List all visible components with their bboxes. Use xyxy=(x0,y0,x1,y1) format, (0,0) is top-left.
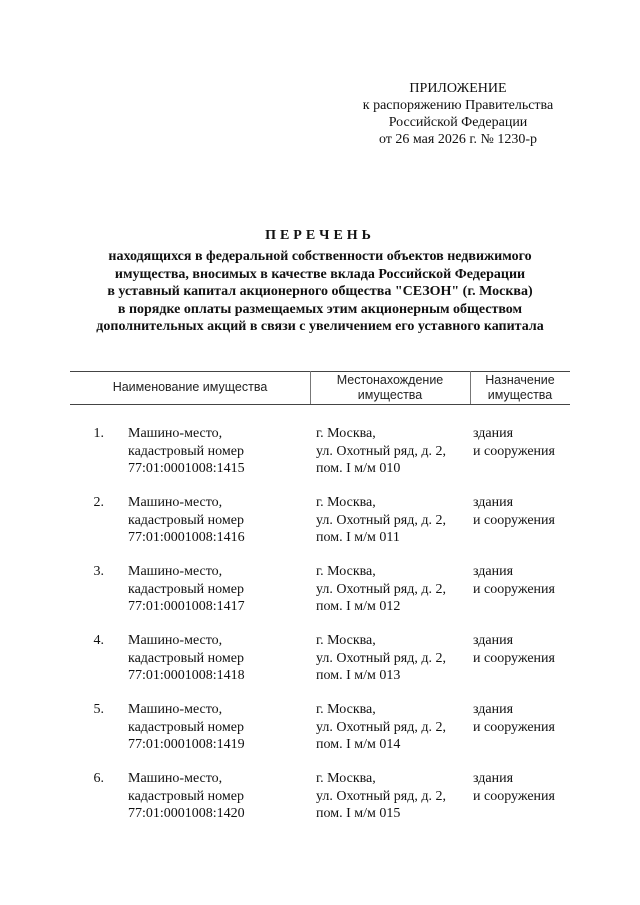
row-location xyxy=(316,563,468,616)
appendix-label: ПРИЛОЖЕНИЕ xyxy=(409,81,507,96)
row-name xyxy=(128,770,308,823)
row-location-line: г. Москва, xyxy=(316,702,376,717)
header-name: Наименование имущества xyxy=(112,380,268,394)
row-location-line: пом. I м/м 013 xyxy=(316,668,401,683)
row-purpose xyxy=(473,701,573,736)
row-purpose-line: и сооружения xyxy=(473,581,555,597)
table-header xyxy=(70,371,570,405)
row-location xyxy=(316,701,468,754)
table-row xyxy=(0,425,640,477)
row-purpose xyxy=(473,563,573,598)
row-name-line: Машино-место, xyxy=(128,495,223,510)
row-number: 2. xyxy=(93,495,104,510)
table-row xyxy=(0,701,640,753)
row-location-line: г. Москва, xyxy=(316,426,376,441)
row-location-line: ул. Охотный ряд, д. 2, xyxy=(316,719,446,735)
document-subtitle xyxy=(40,248,600,336)
row-name-line: Машино-место, xyxy=(128,633,223,648)
header-location xyxy=(310,373,470,403)
appendix-date-number: от 26 мая 2026 г. № 1230-р xyxy=(378,132,538,147)
row-location xyxy=(316,494,468,547)
row-location-line: г. Москва, xyxy=(316,564,376,579)
row-name-line: кадастровый номер xyxy=(128,788,244,804)
row-purpose-line: и сооружения xyxy=(473,512,555,528)
row-number: 3. xyxy=(93,564,104,579)
header-purpose xyxy=(470,373,570,403)
row-number: 4. xyxy=(93,633,104,648)
subtitle-line: находящихся в федеральной собственности объектов недвижимого xyxy=(108,249,532,264)
row-name xyxy=(128,425,308,478)
header-purpose-line: Назначение xyxy=(485,373,555,387)
row-name-line: Машино-место, xyxy=(128,702,223,717)
header-purpose-line: имущества xyxy=(487,388,553,402)
row-purpose-line: здания xyxy=(473,771,514,786)
row-purpose xyxy=(473,770,573,805)
row-name xyxy=(128,563,308,616)
row-location-line: пом. I м/м 011 xyxy=(316,530,400,545)
row-purpose xyxy=(473,494,573,529)
row-location-line: ул. Охотный ряд, д. 2, xyxy=(316,581,446,597)
document-title: ПЕРЕЧЕНЬ xyxy=(265,228,375,243)
row-name-line: кадастровый номер xyxy=(128,581,244,597)
row-location-line: ул. Охотный ряд, д. 2, xyxy=(316,443,446,459)
row-location xyxy=(316,770,468,823)
row-purpose-line: здания xyxy=(473,564,514,579)
table-row xyxy=(0,494,640,546)
table-row xyxy=(0,632,640,684)
row-cadastral-number: 77:01:0001008:1418 xyxy=(128,668,245,683)
row-purpose-line: и сооружения xyxy=(473,719,555,735)
row-location-line: г. Москва, xyxy=(316,633,376,648)
subtitle-line: в уставный капитал акционерного общества "СЕЗОН" (г. Москва) xyxy=(107,284,533,299)
row-name xyxy=(128,494,308,547)
row-name-line: кадастровый номер xyxy=(128,512,244,528)
subtitle-line: в порядке оплаты размещаемых этим акционерным обществом xyxy=(117,301,523,317)
row-purpose-line: здания xyxy=(473,702,514,717)
row-name-line: Машино-место, xyxy=(128,771,223,786)
row-purpose-line: здания xyxy=(473,633,514,648)
row-name-line: кадастровый номер xyxy=(128,443,244,459)
appendix-order-ref: к распоряжению Правительства xyxy=(362,98,554,113)
table-header-top-rule xyxy=(70,371,570,372)
row-location-line: ул. Охотный ряд, д. 2, xyxy=(316,512,446,528)
row-location-line: ул. Охотный ряд, д. 2, xyxy=(316,650,446,666)
row-cadastral-number: 77:01:0001008:1417 xyxy=(128,599,245,614)
row-cadastral-number: 77:01:0001008:1419 xyxy=(128,737,245,752)
subtitle-line: имущества, вносимых в качестве вклада Российской Федерации xyxy=(114,266,526,282)
row-location-line: пом. I м/м 010 xyxy=(316,461,401,476)
row-number: 5. xyxy=(93,702,104,717)
row-purpose-line: здания xyxy=(473,495,514,510)
row-location-line: пом. I м/м 015 xyxy=(316,806,401,821)
row-location xyxy=(316,632,468,685)
row-name xyxy=(128,701,308,754)
row-location-line: пом. I м/м 012 xyxy=(316,599,401,614)
row-purpose-line: здания xyxy=(473,426,514,441)
row-purpose-line: и сооружения xyxy=(473,788,555,804)
row-location-line: г. Москва, xyxy=(316,771,376,786)
row-number: 6. xyxy=(93,771,104,786)
table-header-bottom-rule xyxy=(70,404,570,405)
row-location-line: г. Москва, xyxy=(316,495,376,510)
row-cadastral-number: 77:01:0001008:1416 xyxy=(128,530,245,545)
appendix-block xyxy=(340,80,576,148)
row-name xyxy=(128,632,308,685)
subtitle-line: дополнительных акций в связи с увеличением его уставного капитала xyxy=(96,319,544,334)
row-purpose-line: и сооружения xyxy=(473,650,555,666)
row-purpose-line: и сооружения xyxy=(473,443,555,459)
row-location-line: ул. Охотный ряд, д. 2, xyxy=(316,788,446,804)
row-name-line: кадастровый номер xyxy=(128,650,244,666)
appendix-government: Российской Федерации xyxy=(388,115,528,130)
row-purpose xyxy=(473,425,573,460)
table-row xyxy=(0,563,640,615)
table-row xyxy=(0,770,640,822)
header-location-line: имущества xyxy=(357,388,423,402)
row-purpose xyxy=(473,632,573,667)
row-name-line: кадастровый номер xyxy=(128,719,244,735)
row-location xyxy=(316,425,468,478)
row-name-line: Машино-место, xyxy=(128,564,223,579)
row-number: 1. xyxy=(93,426,104,441)
row-cadastral-number: 77:01:0001008:1420 xyxy=(128,806,245,821)
row-cadastral-number: 77:01:0001008:1415 xyxy=(128,461,245,476)
row-location-line: пом. I м/м 014 xyxy=(316,737,401,752)
row-name-line: Машино-место, xyxy=(128,426,223,441)
header-location-line: Местонахождение xyxy=(336,373,444,387)
